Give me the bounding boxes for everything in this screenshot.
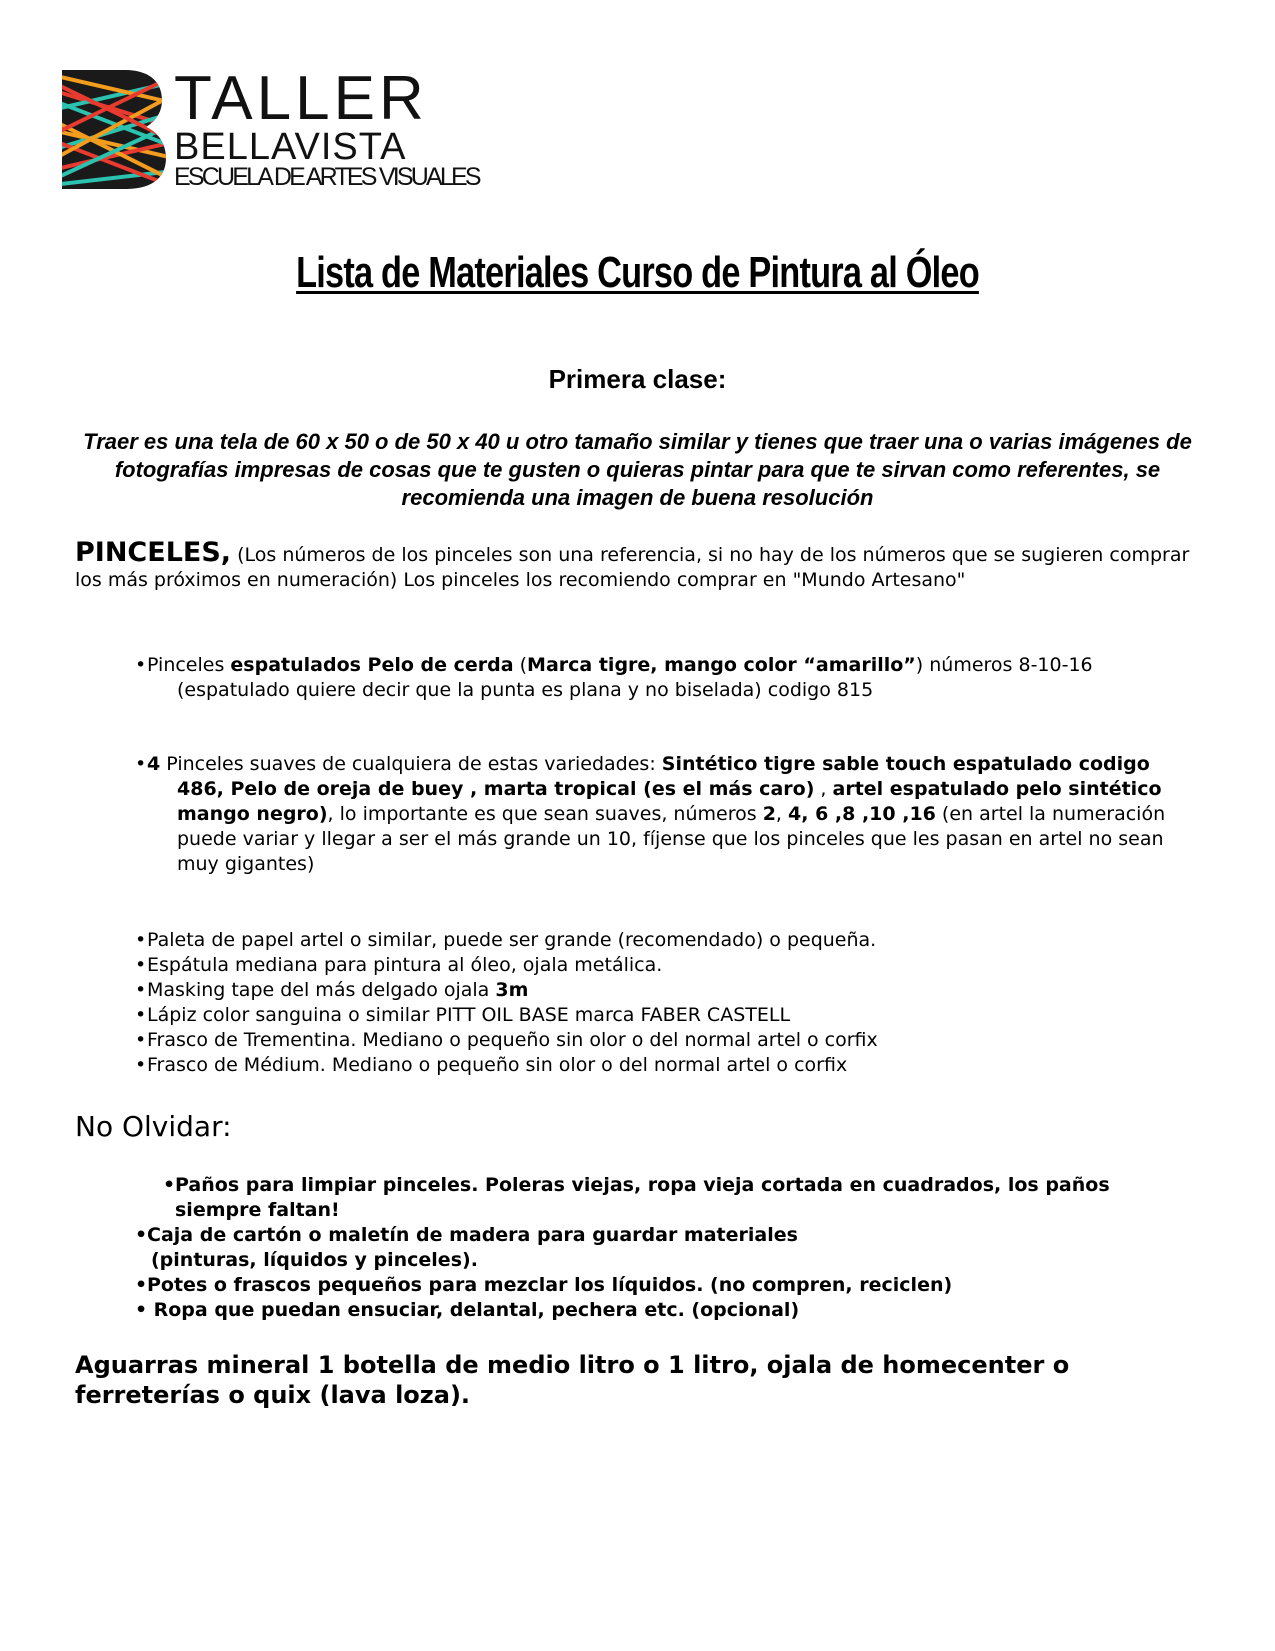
section-subtitle: Primera clase:	[548, 364, 727, 394]
logo-subtitle: BELLAVISTA	[174, 126, 407, 168]
bullet-icon: •	[135, 954, 147, 976]
item-text: Caja de cartón o maletín de madera para guardar materiales	[147, 1224, 798, 1246]
list-item	[135, 1298, 1190, 1323]
item-bold: 4, 6 ,8 ,10 ,16	[788, 803, 936, 825]
list-item	[135, 1003, 1185, 1028]
item-text: Masking tape del más delgado ojala	[147, 979, 496, 1001]
bullet-icon: •	[135, 1299, 148, 1321]
logo	[62, 64, 522, 195]
item-bold: 3m	[495, 979, 529, 1001]
item-bold: Sintético tigre sable touch espatulado codigo 486, Pelo de oreja de buey , marta tropical (es el más caro)	[177, 753, 1150, 800]
no-olvidar-heading: No Olvidar:	[75, 1110, 232, 1143]
item-bold: 4	[147, 753, 161, 775]
item-bold: 2	[762, 803, 776, 825]
pinceles-heading: PINCELES,	[75, 537, 232, 568]
item-text: Frasco de Trementina. Mediano o pequeño sin olor o del normal artel o corfix	[147, 1029, 878, 1051]
bullet-icon: •	[135, 1274, 148, 1296]
bullet-icon: •	[135, 1224, 148, 1246]
intro-paragraph: Traer es una tela de 60 x 50 o de 50 x 40 u otro tamaño similar y tienes que traer una o varias imágenes de fotografías impresas de cosas que te gusten o quieras pintar para que te sirvan como referentes, se recomienda una imagen de buena resolución	[83, 429, 1192, 510]
item-text: Potes o frascos pequeños para mezclar los líquidos. (no compren, reciclen)	[147, 1274, 953, 1296]
item-text: Lápiz color sanguina o similar PITT OIL BASE marca FABER CASTELL	[147, 1004, 791, 1026]
bullet-icon: •	[135, 1029, 147, 1051]
bullet-icon: •	[163, 1174, 176, 1196]
item-bold: Marca tigre, mango color “amarillo”	[527, 654, 916, 676]
logo-b-mark	[62, 70, 166, 189]
item-text: , lo importante es que sean suaves, números	[327, 803, 763, 825]
bullet-icon: •	[135, 654, 147, 676]
item-text: Ropa que puedan ensuciar, delantal, pechera etc. (opcional)	[147, 1299, 800, 1321]
bullet-icon: •	[135, 1054, 147, 1076]
item-text: Pinceles suaves de cualquiera de estas variedades:	[160, 753, 662, 775]
no-olvidar-list	[135, 1173, 1190, 1323]
bullet-icon: •	[135, 1004, 147, 1026]
list-item	[135, 953, 1185, 978]
brush-list-2	[135, 752, 1190, 877]
list-item	[135, 1028, 1185, 1053]
list-item	[135, 1273, 1190, 1298]
final-note: Aguarras mineral 1 botella de medio litro o 1 litro, ojala de homecenter o ferreterías o quix (lava loza).	[75, 1351, 1070, 1409]
item-text: (	[513, 654, 528, 676]
item-text: ,	[775, 803, 789, 825]
list-item	[135, 978, 1185, 1003]
bullet-icon: •	[135, 979, 147, 1001]
list-item	[135, 928, 1185, 953]
pinceles-paragraph	[75, 537, 1205, 593]
list-item	[135, 1053, 1185, 1078]
item-continuation: (pinturas, líquidos y pinceles).	[151, 1249, 478, 1271]
brush-list-1	[135, 653, 1185, 703]
item-text: Paleta de papel artel o similar, puede ser grande (recomendado) o pequeña.	[147, 929, 877, 951]
logo-title: TALLER	[174, 64, 428, 133]
item-text: (en artel la numeración puede variar y llegar a ser el más grande un 10, fíjense que los pinceles que les pasan en artel no sean muy gigantes)	[177, 803, 1166, 875]
page-title-text: Lista de Materiales Curso de Pintura al Óleo	[296, 248, 979, 297]
item-text: Pinceles	[147, 654, 231, 676]
item-text: Paños para limpiar pinceles. Poleras viejas, ropa vieja cortada en cuadrados, los paños siempre faltan!	[175, 1174, 1110, 1221]
item-text: Frasco de Médium. Mediano o pequeño sin olor o del normal artel o corfix	[147, 1054, 848, 1076]
item-text: ,	[814, 778, 833, 800]
pinceles-note: (Los números de los pinceles son una referencia, si no hay de los números que se sugieren comprar los más próximos en numeración) Los pinceles los recomiendo comprar en "Mundo Artesano"	[75, 544, 1190, 591]
list-item	[135, 1223, 1190, 1273]
logo-tagline: ESCUELA DE ARTES VISUALES	[174, 163, 479, 191]
bullet-icon: •	[135, 753, 147, 775]
item-bold: artel espatulado pelo sintético mango negro)	[177, 778, 1162, 825]
materials-list	[135, 928, 1185, 1078]
list-item	[135, 1173, 1190, 1223]
page-title	[140, 248, 1135, 298]
item-text: Espátula mediana para pintura al óleo, ojala metálica.	[147, 954, 663, 976]
item-bold: espatulados Pelo de cerda	[230, 654, 514, 676]
list-item	[135, 653, 1185, 703]
list-item	[135, 752, 1190, 877]
bullet-icon: •	[135, 929, 147, 951]
item-text: ) números 8-10-16 (espatulado quiere decir que la punta es plana y no biselada) codigo 815	[177, 654, 1093, 701]
